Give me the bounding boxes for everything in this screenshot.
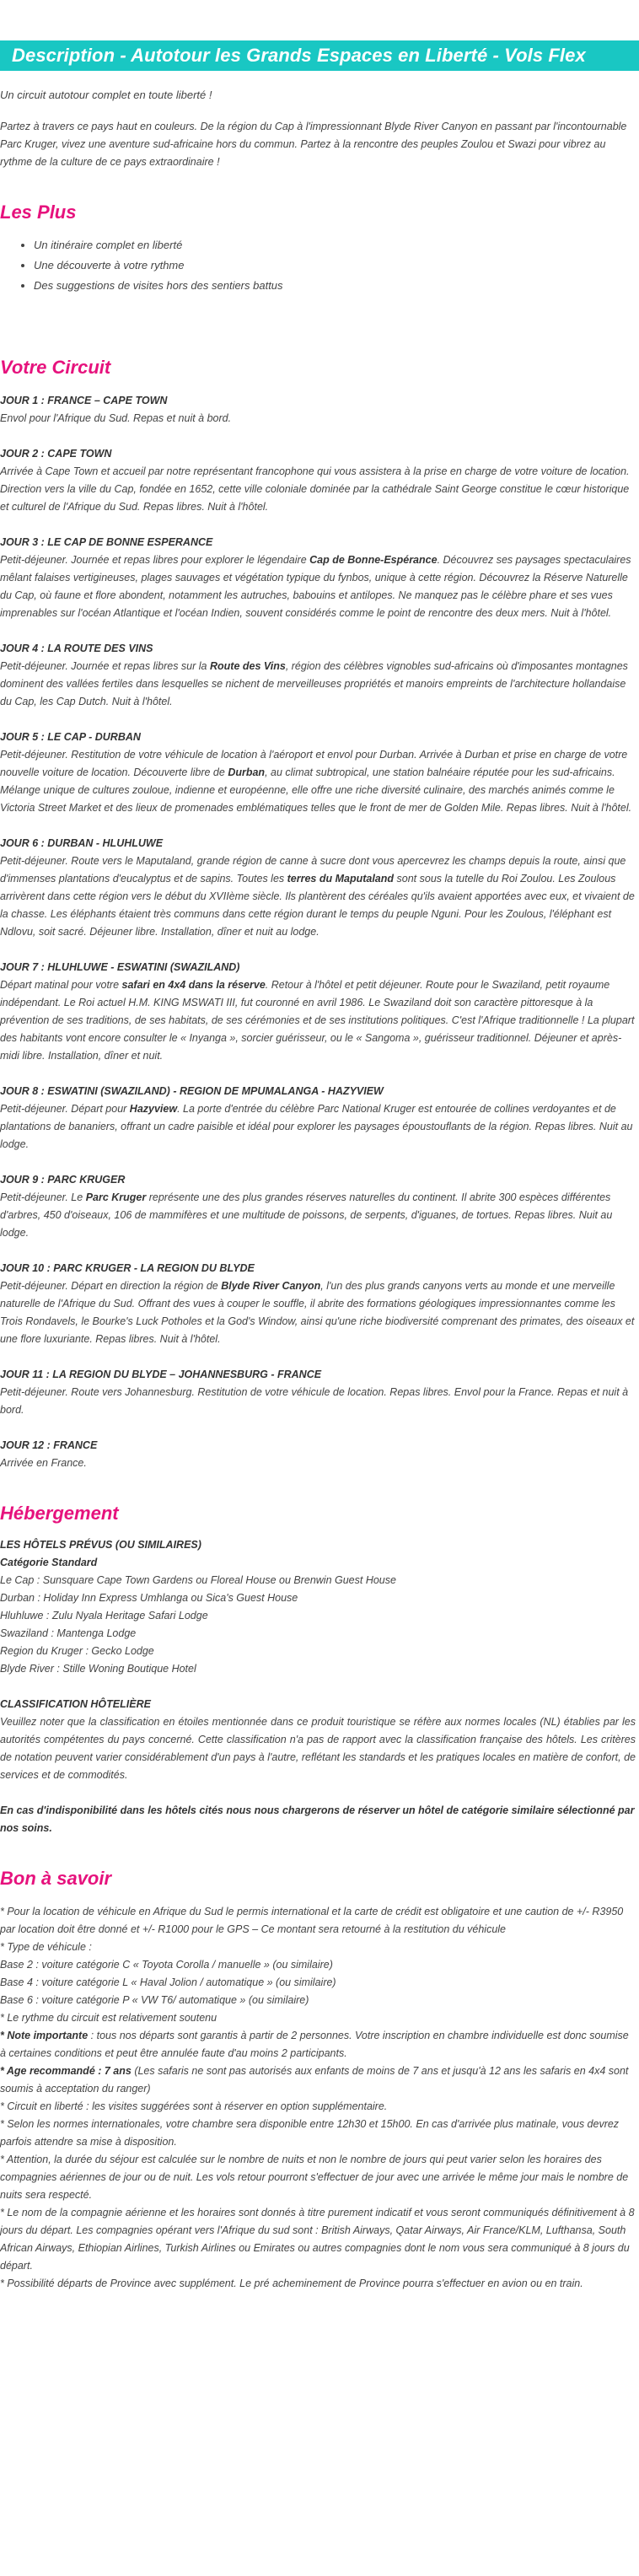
plus-list bbox=[0, 235, 636, 296]
day-title: JOUR 9 : PARC KRUGER bbox=[0, 1174, 126, 1186]
itinerary-day bbox=[0, 835, 636, 941]
day-text: Petit-déjeuner. Restitution de votre véhicule de location à l'aéroport et envol pour Durban. Arrivée à Durban et prise en charge de votre nouvelle voiture de location. Découverte libre de bbox=[0, 749, 628, 778]
day-text: Petit-déjeuner. Journée et repas libres pour explorer le légendaire bbox=[0, 554, 310, 566]
info-highlight: * Note importante bbox=[0, 2030, 89, 2041]
day-highlight: Hazyview bbox=[129, 1103, 178, 1115]
day-description: Arrivée en France. bbox=[0, 1457, 87, 1469]
day-description bbox=[0, 551, 636, 622]
info-line: Base 6 : voiture catégorie P « VW T6/ automatique » (ou similaire) bbox=[0, 1994, 309, 2006]
intro-paragraph: Partez à travers ce pays haut en couleurs. De la région du Cap à l'impressionnant Blyde River Canyon en passant par l'incontournable Parc Kruger, vivez une aventure sud-africaine hors du commun. Partez à la rencontre des peuples Zoulou et Swazi pour vibrez au rythme de la culture de ce pays extraordinaire ! bbox=[0, 121, 627, 168]
info-line: * Pour la location de véhicule en Afrique du Sud le permis international et la carte de crédit est obligatoire et une caution de +/- R3950 par location doit être donné et +/- R1000 pour le GPS – Ce montant sera retourné à la restitution du véhicule bbox=[0, 1906, 624, 1935]
hotels-title: LES HÔTELS PRÉVUS (OU SIMILAIRES) bbox=[0, 1539, 201, 1551]
day-title: JOUR 6 : DURBAN - HLUHLUWE bbox=[0, 837, 164, 849]
day-description bbox=[0, 746, 636, 817]
indisponibilite-note: En cas d'indisponibilité dans les hôtels cités nous nous chargerons de réserver un hôtel de catégorie similaire sélectionné par nos soins. bbox=[0, 1804, 635, 1834]
day-title: JOUR 5 : LE CAP - DURBAN bbox=[0, 731, 141, 743]
info-line bbox=[0, 2062, 636, 2098]
page bbox=[0, 40, 639, 2318]
day-text: , l'un des plus grands canyons verts au monde et une merveille naturelle de l'Afrique du Sud. Offrant des vues à couper le souffle, il abrite des formations géologiques impressionnantes comme les Trois Rondavels, le Bourke's Luck Potholes et la God's Window, ainsi qu'une riche biodiversité comprenant des primates, des oiseaux et une flore luxuriante. Repas libres. Nuit à l'hôtel. bbox=[0, 1280, 635, 1345]
day-text: Petit-déjeuner. Départ pour bbox=[0, 1103, 130, 1115]
intro-tagline: Un circuit autotour complet en toute liberté ! bbox=[0, 89, 212, 101]
classification-text: Veuillez noter que la classification en étoiles mentionnée dans ce produit touristique se réfère aux normes locales (NL) établies par les autorités compétentes du pays concerné. Cette classification n'a pas de rapport avec la classification française des hôtels. Les critères de notation peuvent varier considérablement d'un pays à l'autre, reflétant les standards et les pratiques locales en matière de confort, de services et de commodités. bbox=[0, 1716, 636, 1781]
itinerary-day bbox=[0, 959, 636, 1065]
day-title: JOUR 2 : CAPE TOWN bbox=[0, 448, 112, 460]
day-highlight: Parc Kruger bbox=[85, 1191, 147, 1203]
page-title: Description - Autotour les Grands Espaces en Liberté - Vols Flex bbox=[12, 45, 586, 66]
itinerary-day bbox=[0, 1437, 636, 1472]
day-title: JOUR 10 : PARC KRUGER - LA REGION DU BLYDE bbox=[0, 1262, 255, 1274]
day-title: JOUR 12 : FRANCE bbox=[0, 1439, 98, 1451]
info-line bbox=[0, 2027, 636, 2062]
day-text: , au climat subtropical, une station balnéaire réputée pour les sud-africains. Mélange unique de cultures zouloue, indienne et européenne, elle offre une riche diversité culinaire, des marchés animés comme le Victoria Street Market et des lieux de promenades emblématiques telles que le front de mer de Golden Mile. Repas libres. Nuit à l'hôtel. bbox=[0, 766, 632, 814]
section-title-hebergement: Hébergement bbox=[0, 1503, 119, 1524]
day-text: . Retour à l'hôtel et petit déjeuner. Route pour le Swaziland, petit royaume indépendant. Le Roi actuel H.M. KING MSWATI III, fut couronné en avril 1986. Le Swaziland doit son caractère pittoresque à la prévention de ses traditions, de ses habitats, de ses cérémonies et de ses institutions politiques. C'est l'Afrique traditionnelle ! La plupart des habitants vont encore consulter le « Inyanga », sorcier guérisseur, ou le « Sangoma », guérisseur traditionnel. Déjeuner et après-midi libre. Installation, dîner et nuit. bbox=[0, 979, 635, 1062]
day-text: représente une des plus grandes réserves naturelles du continent. Il abrite 300 espèces différentes d'arbres, 450 d'oiseaux, 106 de mammifères et une multitude de poissons, de serpents, d'iguanes, de tortues. Repas libres. Nuit au lodge. bbox=[0, 1191, 613, 1239]
classification-title: CLASSIFICATION HÔTELIÈRE bbox=[0, 1698, 151, 1710]
day-title: JOUR 4 : LA ROUTE DES VINS bbox=[0, 643, 153, 654]
day-text: sont sous la tutelle du Roi Zoulou. Les Zoulous arrivèrent dans cette région vers le début du XVIIème siècle. Ils plantèrent des céréales qu'ils avaient apportées avec eux, et vivaient de la chasse. Les éléphants étaient très communs dans cette région durant le temps du peuple Nguni. Pour les Zoulous, l'éléphant est Ndlovu, soit sacré. Déjeuner libre. Installation, dîner et nuit au lodge. bbox=[0, 873, 635, 938]
day-description bbox=[0, 1189, 636, 1242]
hotel-item: Region du Kruger : Gecko Lodge bbox=[0, 1645, 154, 1657]
day-text: . Découvrez ses paysages spectaculaires mêlant falaises vertigineuses, plages sauvages et végétation typique du fynbos, unique à cette région. Découvrez la Réserve Naturelle du Cap, où faune et flore abondent, notamment les autruches, babouins et antilopes. Ne manquez pas le célèbre phare et ses vues imprenables sur l'océan Atlantique et l'océan Indien, souvent considérés comme le point de rencontre des deux mers. Nuit à l'hôtel. bbox=[0, 554, 631, 619]
info-line: * Selon les normes internationales, votre chambre sera disponible entre 12h30 et 15h00. En cas d'arrivée plus matinale, vous devrez parfois attendre sa mise à disposition. bbox=[0, 2118, 620, 2148]
hotel-category: Catégorie Standard bbox=[0, 1557, 98, 1568]
itinerary bbox=[0, 392, 636, 1472]
itinerary-day bbox=[0, 392, 636, 428]
itinerary-day bbox=[0, 729, 636, 817]
day-highlight: terres du Maputaland bbox=[287, 873, 395, 885]
info-line: * Le nom de la compagnie aérienne et les horaires sont donnés à titre purement indicatif et vous seront communiqués définitivement à 8 jours du départ. Les compagnies opérant vers l'Afrique du sud sont : British Airways, Qatar Airways, Air France/KLM, Lufthansa, South African Airways, Ethiopian Airlines, Turkish Airlines ou Emirates ou autres compagnies dont le nom vous sera communiqué à 8 jours du départ. bbox=[0, 2207, 635, 2272]
info-line: Base 2 : voiture catégorie C « Toyota Corolla / manuelle » (ou similaire) bbox=[0, 1959, 333, 1971]
section-title-circuit: Votre Circuit bbox=[0, 357, 111, 378]
hotel-item: Durban : Holiday Inn Express Umhlanga ou Sica's Guest House bbox=[0, 1592, 298, 1604]
hotel-item: Le Cap : Sunsquare Cape Town Gardens ou Floreal House ou Brenwin Guest House bbox=[0, 1574, 396, 1586]
section-title-bon-a-savoir: Bon à savoir bbox=[0, 1868, 112, 1889]
bon-a-savoir-list bbox=[0, 1903, 636, 2293]
content bbox=[0, 89, 639, 2293]
day-description bbox=[0, 658, 636, 711]
hotel-item: Blyde River : Stille Woning Boutique Hotel bbox=[0, 1663, 196, 1675]
itinerary-day bbox=[0, 1260, 636, 1348]
itinerary-day bbox=[0, 1083, 636, 1154]
day-description: Envol pour l'Afrique du Sud. Repas et nuit à bord. bbox=[0, 412, 232, 424]
day-text: Petit-déjeuner. Journée et repas libres sur la bbox=[0, 660, 210, 672]
info-text: (Les safaris ne sont pas autorisés aux enfants de moins de 7 ans et jusqu'à 12 ans les safaris en 4x4 sont soumis à acceptation du ranger) bbox=[0, 2065, 629, 2095]
itinerary-day bbox=[0, 445, 636, 516]
list-item: • Des suggestions de visites hors des sentiers battus bbox=[34, 276, 636, 296]
day-text: Petit-déjeuner. Route vers le Maputaland, grande région de canne à sucre dont vous apercevrez les champs depuis la route, ainsi que d'immenses plantations d'eucalyptus et de sapins. Toutes les bbox=[0, 855, 626, 885]
info-line: * Circuit en liberté : les visites suggérées sont à réserver en option supplémentaire. bbox=[0, 2100, 388, 2112]
info-highlight: * Age recommandé : 7 ans bbox=[0, 2065, 132, 2077]
day-highlight: safari en 4x4 dans la réserve bbox=[121, 979, 266, 991]
hotel-list bbox=[0, 1572, 636, 1678]
day-description bbox=[0, 976, 636, 1065]
day-description bbox=[0, 852, 636, 941]
day-description: Arrivée à Cape Town et accueil par notre représentant francophone qui vous assistera à la prise en charge de votre voiture de location. Direction vers la ville du Cap, fondée en 1652, cette ville coloniale dominée par la cathédrale Saint George constitue le cœur historique et culturel de l'Afrique du Sud. Repas libres. Nuit à l'hôtel. bbox=[0, 465, 630, 513]
day-highlight: Blyde River Canyon bbox=[221, 1280, 321, 1292]
info-line: * Possibilité départs de Province avec supplément. Le pré acheminement de Province pourra s'effectuer en avion ou en train. bbox=[0, 2278, 583, 2289]
day-title: JOUR 7 : HLUHLUWE - ESWATINI (SWAZILAND) bbox=[0, 961, 240, 973]
day-highlight: Cap de Bonne-Espérance bbox=[309, 554, 438, 566]
day-highlight: Route des Vins bbox=[209, 660, 286, 672]
day-title: JOUR 3 : LE CAP DE BONNE ESPERANCE bbox=[0, 536, 213, 548]
info-line: Base 4 : voiture catégorie L « Haval Jolion / automatique » (ou similaire) bbox=[0, 1976, 336, 1988]
info-line: * Type de véhicule : bbox=[0, 1941, 92, 1953]
itinerary-day bbox=[0, 1171, 636, 1242]
list-item: • Un itinéraire complet en liberté bbox=[34, 235, 636, 255]
day-text: Petit-déjeuner. Départ en direction la région de bbox=[0, 1280, 222, 1292]
day-highlight: Durban bbox=[228, 766, 266, 778]
list-item: • Une découverte à votre rythme bbox=[34, 255, 636, 276]
info-text: : tous nos départs sont garantis à partir de 2 personnes. Votre inscription en chambre individuelle est donc soumise à certaines conditions et peut être annulée faute d'au moins 2 participants. bbox=[0, 2030, 629, 2059]
day-title: JOUR 1 : FRANCE – CAPE TOWN bbox=[0, 395, 168, 406]
itinerary-day bbox=[0, 534, 636, 622]
day-text: . La porte d'entrée du célèbre Parc National Kruger est entourée de collines verdoyantes et de plantations de bananiers, offrant un cadre paisible et idéal pour explorer les paysages époustouflants de la région. Repas libres. Nuit au lodge. bbox=[0, 1103, 633, 1150]
description-banner bbox=[0, 40, 639, 71]
itinerary-day bbox=[0, 1366, 636, 1419]
day-title: JOUR 11 : LA REGION DU BLYDE – JOHANNESBURG - FRANCE bbox=[0, 1369, 322, 1380]
day-title: JOUR 8 : ESWATINI (SWAZILAND) - REGION DE MPUMALANGA - HAZYVIEW bbox=[0, 1085, 384, 1097]
day-description bbox=[0, 1100, 636, 1154]
section-title-plus: Les Plus bbox=[0, 202, 77, 223]
hotel-item: Swaziland : Mantenga Lodge bbox=[0, 1627, 137, 1639]
itinerary-day bbox=[0, 640, 636, 711]
day-text: Petit-déjeuner. Le bbox=[0, 1191, 86, 1203]
info-line: * Le rythme du circuit est relativement soutenu bbox=[0, 2012, 217, 2024]
day-description: Petit-déjeuner. Route vers Johannesburg. Restitution de votre véhicule de location. Repas libres. Envol pour la France. Repas et nuit à bord. bbox=[0, 1386, 629, 1416]
day-description bbox=[0, 1277, 636, 1348]
info-line: * Attention, la durée du séjour est calculée sur le nombre de nuits et non le nombre de jours qui peut varier selon les horaires des compagnies aériennes de jour ou de nuit. Les vols retour pourront s'effectuer de jour avec une arrivée le même jour mais le nombre de nuits sera respecté. bbox=[0, 2154, 629, 2201]
day-text: , région des célèbres vignobles sud-africains où d'imposantes montagnes dominent des vallées fertiles dans lesquelles se nichent de merveilleuses propriétés et manoirs empreints de l'architecture hollandaise du Cap, les Cap Dutch. Nuit à l'hôtel. bbox=[0, 660, 628, 707]
hotel-item: Hluhluwe : Zulu Nyala Heritage Safari Lodge bbox=[0, 1610, 208, 1621]
day-text: Départ matinal pour votre bbox=[0, 979, 122, 991]
